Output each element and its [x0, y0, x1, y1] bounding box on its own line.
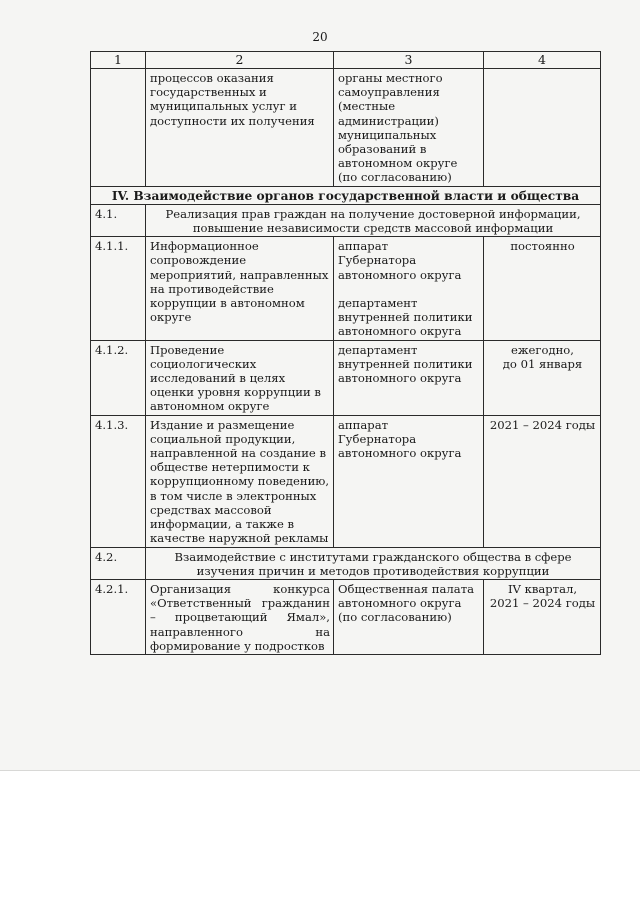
page-number: 20 — [312, 30, 328, 44]
subsection-title: Взаимодействие с институтами гражданского общества в сфере изучения причин и методов противодействия коррупции — [146, 547, 601, 579]
item-number: 4.2.1. — [91, 579, 146, 654]
measure-text: Издание и размещение социальной продукции, направленной на создание в обществе нетерпимости к коррупционному поведению, в том числе в электронных средствах массовой информации, а также в качестве наружной рекламы — [146, 415, 334, 547]
measures-table — [90, 51, 601, 655]
column-number-3: 3 — [334, 52, 484, 69]
deadline-text — [484, 69, 601, 187]
table-row — [91, 69, 601, 187]
column-number-2: 2 — [146, 52, 334, 69]
section-title: IV. Взаимодействие органов государственной власти и общества — [91, 186, 601, 204]
measure-text: Организация конкурса «Ответственный гражданин – процветающий Ямал», направленного на формирование у подростков — [146, 579, 334, 654]
measure-text: Проведение социологических исследований в целях оценки уровня коррупции в автономном округе — [146, 340, 334, 415]
item-number: 4.1.1. — [91, 237, 146, 340]
item-number: 4.1.3. — [91, 415, 146, 547]
deadline-text: 2021 – 2024 годы — [484, 415, 601, 547]
table-row — [91, 415, 601, 547]
executor-text: аппарат Губернатора автономного округа департамент внутренней политики автономного округа — [334, 237, 484, 340]
subsection-title: Реализация прав граждан на получение достоверной информации, повышение независимости средств массовой информации — [146, 204, 601, 236]
measure-text: процессов оказания государственных и муниципальных услуг и доступности их получения — [146, 69, 334, 187]
column-number-1: 1 — [91, 52, 146, 69]
item-number: 4.2. — [91, 547, 146, 579]
table-row — [91, 579, 601, 654]
item-number: 4.1. — [91, 204, 146, 236]
table-header-row — [91, 52, 601, 69]
table-row — [91, 237, 601, 340]
executor-text: Общественная палата автономного округа (по согласованию) — [334, 579, 484, 654]
item-number: 4.1.2. — [91, 340, 146, 415]
measure-text: Информационное сопровождение мероприятий, направленных на противодействие коррупции в автономном округе — [146, 237, 334, 340]
subsection-row — [91, 547, 601, 579]
table-row — [91, 340, 601, 415]
executor-text: аппарат Губернатора автономного округа — [334, 415, 484, 547]
section-heading-row — [91, 186, 601, 204]
deadline-text: IV квартал, 2021 – 2024 годы — [484, 579, 601, 654]
executor-text: департамент внутренней политики автономного округа — [334, 340, 484, 415]
deadline-text: постоянно — [484, 237, 601, 340]
subsection-row — [91, 204, 601, 236]
column-number-4: 4 — [484, 52, 601, 69]
item-number — [91, 69, 146, 187]
executor-text: органы местного самоуправления (местные администрации) муниципальных образований в автономном округе (по согласованию) — [334, 69, 484, 187]
deadline-text: ежегодно, до 01 января — [484, 340, 601, 415]
